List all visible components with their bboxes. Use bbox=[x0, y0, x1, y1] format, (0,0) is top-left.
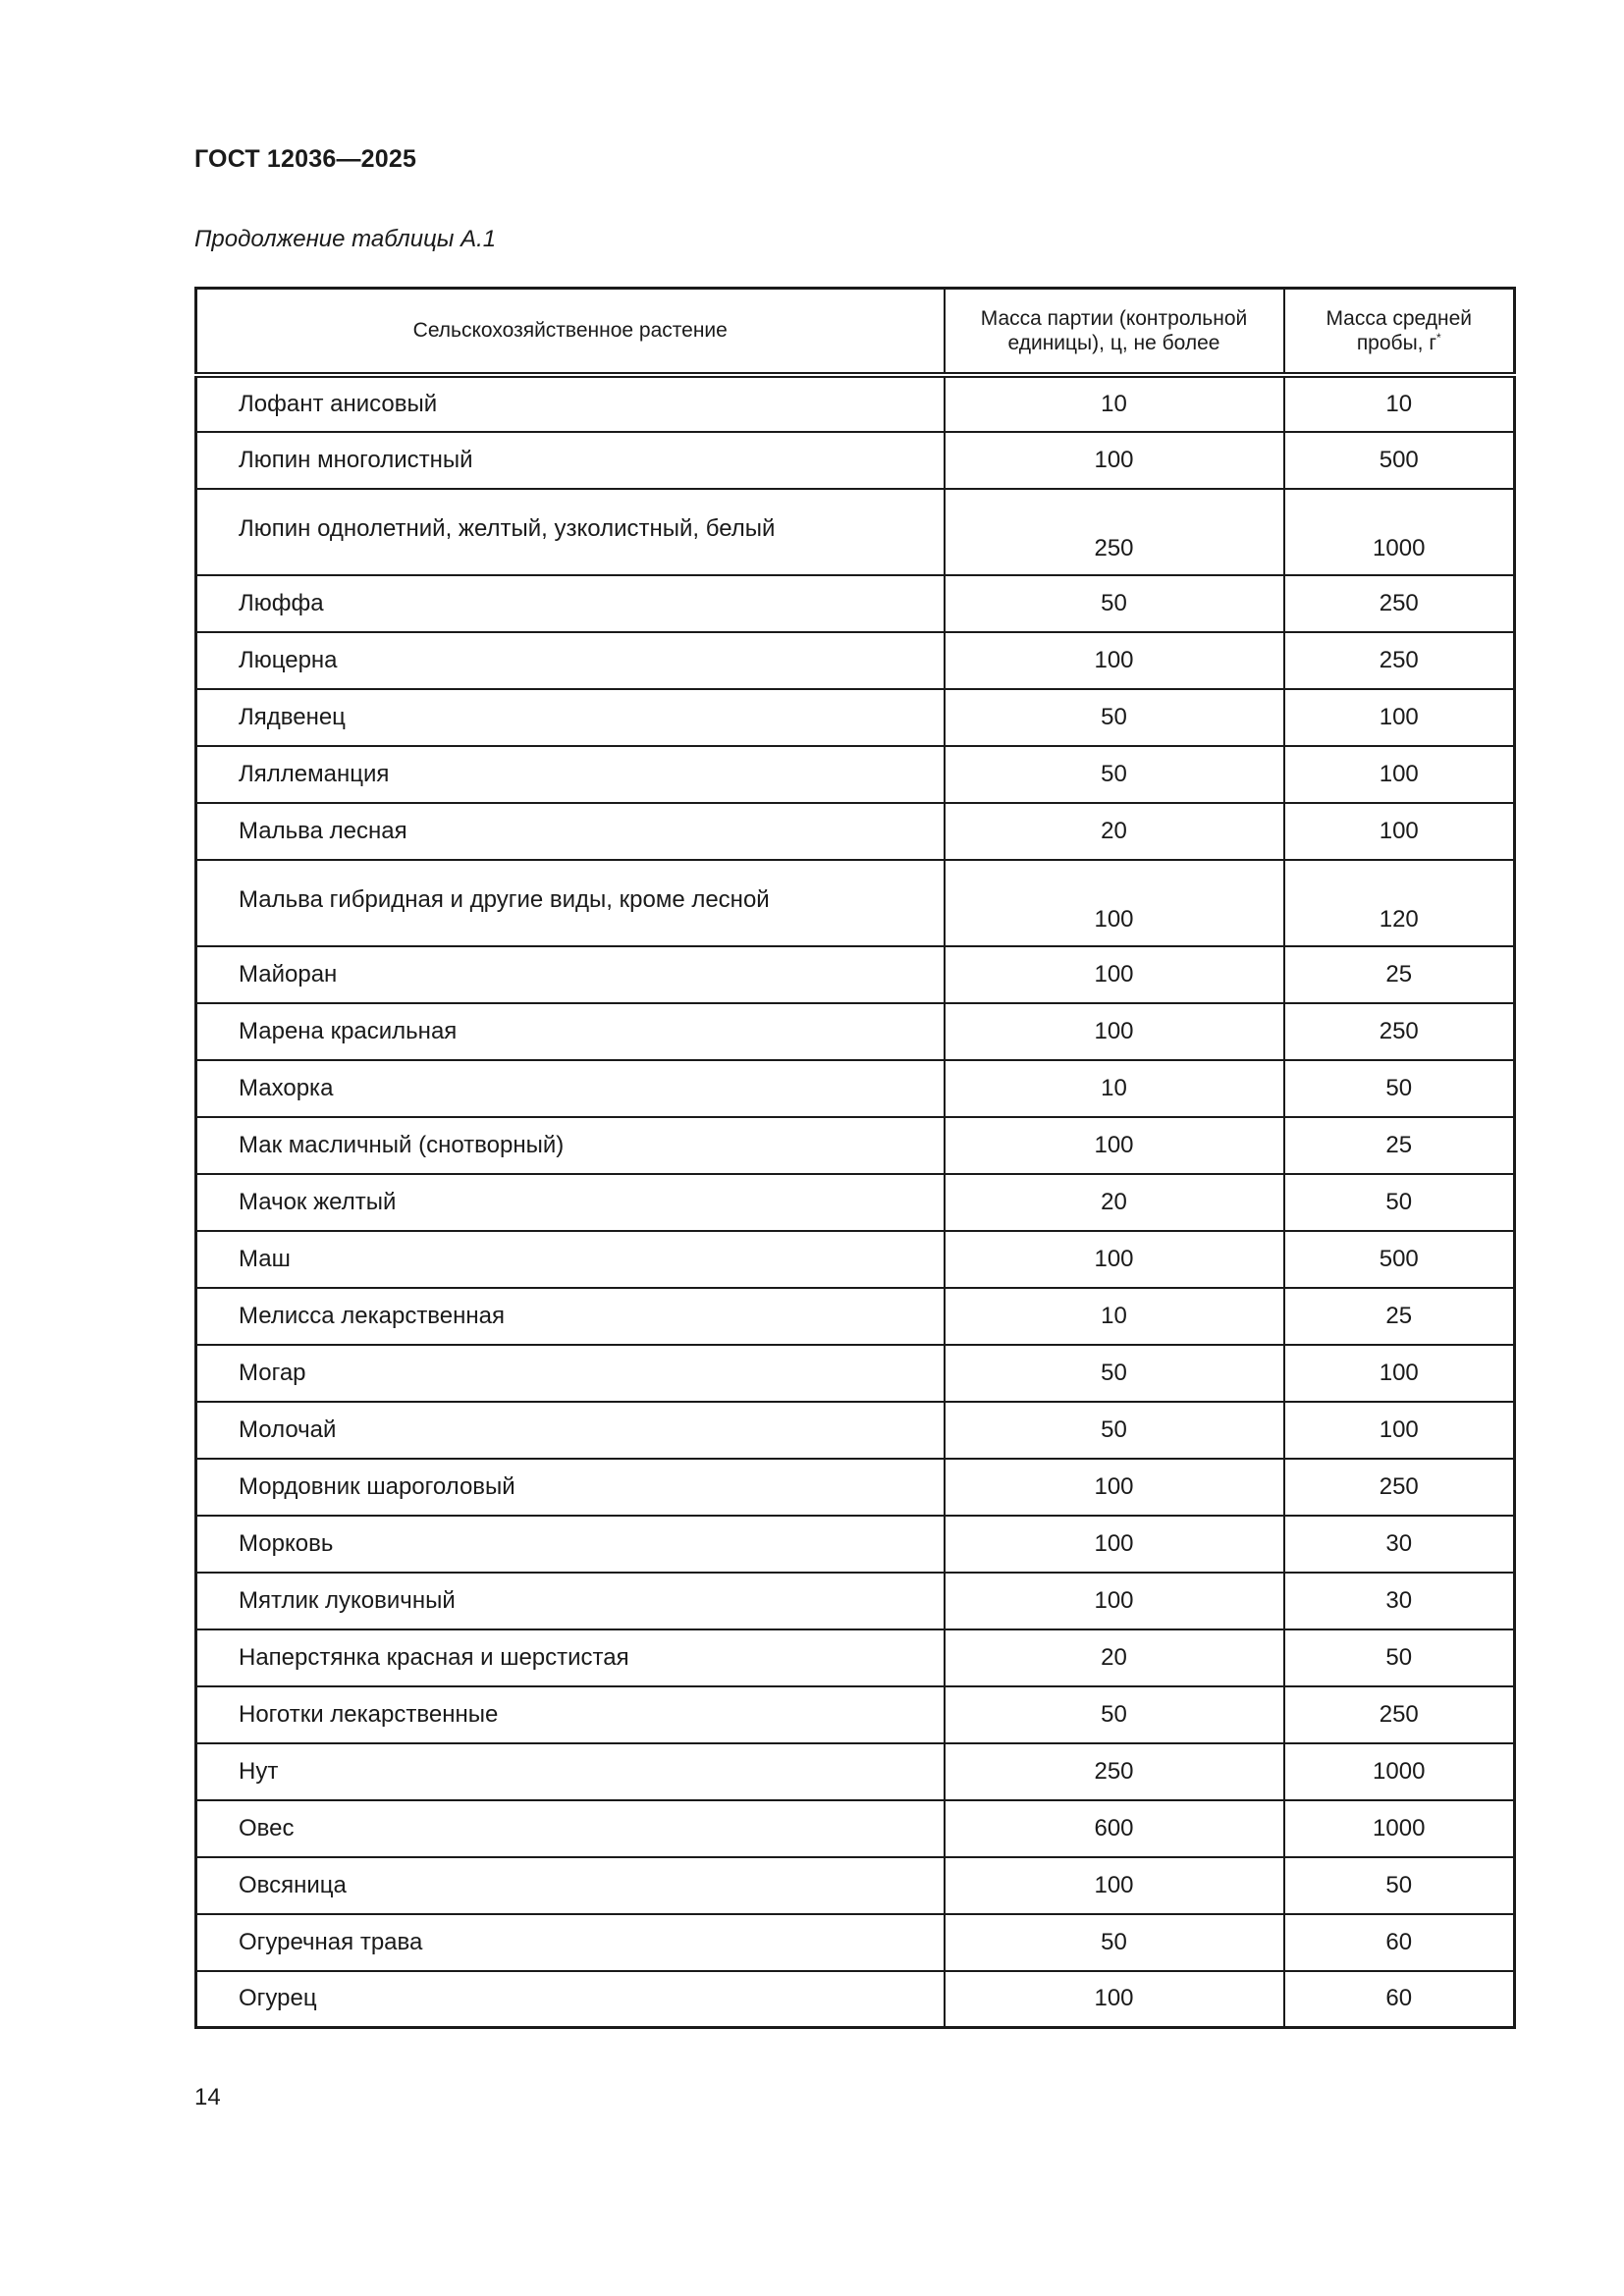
sample-mass-cell: 25 bbox=[1284, 1288, 1515, 1345]
lot-mass-cell: 100 bbox=[945, 860, 1284, 946]
table-row bbox=[196, 1573, 1515, 1629]
table-row bbox=[196, 1800, 1515, 1857]
lot-mass-cell: 10 bbox=[945, 1060, 1284, 1117]
plant-name-cell: Марена красильная bbox=[196, 1003, 945, 1060]
table-row bbox=[196, 1174, 1515, 1231]
lot-mass-cell: 100 bbox=[945, 1516, 1284, 1573]
lot-mass-cell: 20 bbox=[945, 1629, 1284, 1686]
sample-mass-cell: 50 bbox=[1284, 1174, 1515, 1231]
lot-mass-cell: 100 bbox=[945, 946, 1284, 1003]
document-code: ГОСТ 12036—2025 bbox=[194, 145, 417, 173]
lot-mass-cell: 100 bbox=[945, 632, 1284, 689]
plant-name-cell: Могар bbox=[196, 1345, 945, 1402]
lot-mass-cell: 50 bbox=[945, 1345, 1284, 1402]
lot-mass-cell: 20 bbox=[945, 1174, 1284, 1231]
plant-name-cell: Люпин многолистный bbox=[196, 432, 945, 489]
table-row bbox=[196, 1629, 1515, 1686]
lot-mass-cell: 100 bbox=[945, 1231, 1284, 1288]
lot-mass-cell: 100 bbox=[945, 1971, 1284, 2028]
lot-mass-cell: 250 bbox=[945, 1743, 1284, 1800]
table-row bbox=[196, 860, 1515, 946]
table-row bbox=[196, 1345, 1515, 1402]
lot-mass-cell: 50 bbox=[945, 1686, 1284, 1743]
plant-name-cell: Люпин однолетний, желтый, узколистный, белый bbox=[196, 489, 945, 575]
lot-mass-cell: 50 bbox=[945, 1914, 1284, 1971]
sample-mass-cell: 250 bbox=[1284, 1459, 1515, 1516]
table-row bbox=[196, 1857, 1515, 1914]
plant-name-cell: Маш bbox=[196, 1231, 945, 1288]
sample-mass-cell: 25 bbox=[1284, 946, 1515, 1003]
sample-mass-cell: 25 bbox=[1284, 1117, 1515, 1174]
plant-name-cell: Мелисса лекарственная bbox=[196, 1288, 945, 1345]
table-row bbox=[196, 803, 1515, 860]
footnote-mark: * bbox=[1436, 330, 1441, 345]
table-row bbox=[196, 432, 1515, 489]
sample-mass-cell: 120 bbox=[1284, 860, 1515, 946]
sample-mass-cell: 1000 bbox=[1284, 1743, 1515, 1800]
sample-mass-cell: 100 bbox=[1284, 1345, 1515, 1402]
sample-mass-cell: 100 bbox=[1284, 803, 1515, 860]
table-row bbox=[196, 1914, 1515, 1971]
lot-mass-cell: 100 bbox=[945, 432, 1284, 489]
plant-name-cell: Люффа bbox=[196, 575, 945, 632]
table-row bbox=[196, 1402, 1515, 1459]
plant-name-cell: Молочай bbox=[196, 1402, 945, 1459]
plant-name-cell: Мордовник шароголовый bbox=[196, 1459, 945, 1516]
lot-mass-cell: 100 bbox=[945, 1117, 1284, 1174]
lot-mass-cell: 100 bbox=[945, 1857, 1284, 1914]
sample-mass-cell: 250 bbox=[1284, 1003, 1515, 1060]
table-row bbox=[196, 946, 1515, 1003]
table-caption: Продолжение таблицы А.1 bbox=[194, 226, 497, 252]
sampling-table bbox=[194, 287, 1516, 2029]
sample-mass-cell: 50 bbox=[1284, 1629, 1515, 1686]
plant-name-cell: Морковь bbox=[196, 1516, 945, 1573]
lot-mass-cell: 250 bbox=[945, 489, 1284, 575]
column-header-sample-mass-text: Масса средней пробы, г bbox=[1326, 306, 1473, 354]
plant-name-cell: Огуречная трава bbox=[196, 1914, 945, 1971]
table-row bbox=[196, 689, 1515, 746]
table-row bbox=[196, 375, 1515, 432]
table-row bbox=[196, 1686, 1515, 1743]
plant-name-cell: Мачок желтый bbox=[196, 1174, 945, 1231]
plant-name-cell: Мальва лесная bbox=[196, 803, 945, 860]
plant-name-cell: Лофант анисовый bbox=[196, 375, 945, 432]
table-header-row bbox=[196, 289, 1515, 375]
plant-name-cell: Махорка bbox=[196, 1060, 945, 1117]
plant-name-cell: Ляллеманция bbox=[196, 746, 945, 803]
lot-mass-cell: 50 bbox=[945, 1402, 1284, 1459]
table-row bbox=[196, 1971, 1515, 2028]
table-row bbox=[196, 575, 1515, 632]
plant-name-cell: Люцерна bbox=[196, 632, 945, 689]
plant-name-cell: Огурец bbox=[196, 1971, 945, 2028]
table-row bbox=[196, 632, 1515, 689]
page-number: 14 bbox=[194, 2084, 221, 2110]
sample-mass-cell: 250 bbox=[1284, 632, 1515, 689]
sample-mass-cell: 100 bbox=[1284, 1402, 1515, 1459]
sample-mass-cell: 250 bbox=[1284, 575, 1515, 632]
lot-mass-cell: 100 bbox=[945, 1459, 1284, 1516]
table-row bbox=[196, 1003, 1515, 1060]
sample-mass-cell: 30 bbox=[1284, 1573, 1515, 1629]
lot-mass-cell: 50 bbox=[945, 746, 1284, 803]
plant-name-cell: Овсяница bbox=[196, 1857, 945, 1914]
lot-mass-cell: 10 bbox=[945, 375, 1284, 432]
table-row bbox=[196, 1743, 1515, 1800]
lot-mass-cell: 100 bbox=[945, 1003, 1284, 1060]
sample-mass-cell: 100 bbox=[1284, 689, 1515, 746]
table-row bbox=[196, 1516, 1515, 1573]
sample-mass-cell: 250 bbox=[1284, 1686, 1515, 1743]
plant-name-cell: Наперстянка красная и шерстистая bbox=[196, 1629, 945, 1686]
table-row bbox=[196, 1459, 1515, 1516]
table-row bbox=[196, 489, 1515, 575]
table-row bbox=[196, 1288, 1515, 1345]
sample-mass-cell: 50 bbox=[1284, 1060, 1515, 1117]
sample-mass-cell: 60 bbox=[1284, 1971, 1515, 2028]
table-body bbox=[196, 375, 1515, 2028]
sample-mass-cell: 10 bbox=[1284, 375, 1515, 432]
plant-name-cell: Мальва гибридная и другие виды, кроме лесной bbox=[196, 860, 945, 946]
table-row bbox=[196, 1231, 1515, 1288]
plant-name-cell: Мак масличный (снотворный) bbox=[196, 1117, 945, 1174]
column-header-lot-mass: Масса партии (контрольной единицы), ц, не более bbox=[945, 289, 1284, 375]
plant-name-cell: Лядвенец bbox=[196, 689, 945, 746]
lot-mass-cell: 50 bbox=[945, 689, 1284, 746]
sample-mass-cell: 30 bbox=[1284, 1516, 1515, 1573]
table-row bbox=[196, 1060, 1515, 1117]
plant-name-cell: Ноготки лекарственные bbox=[196, 1686, 945, 1743]
plant-name-cell: Майоран bbox=[196, 946, 945, 1003]
table-row bbox=[196, 1117, 1515, 1174]
sample-mass-cell: 50 bbox=[1284, 1857, 1515, 1914]
plant-name-cell: Нут bbox=[196, 1743, 945, 1800]
lot-mass-cell: 10 bbox=[945, 1288, 1284, 1345]
sample-mass-cell: 500 bbox=[1284, 1231, 1515, 1288]
sample-mass-cell: 1000 bbox=[1284, 489, 1515, 575]
sample-mass-cell: 500 bbox=[1284, 432, 1515, 489]
sample-mass-cell: 1000 bbox=[1284, 1800, 1515, 1857]
column-header-plant: Сельскохозяйственное растение bbox=[196, 289, 945, 375]
lot-mass-cell: 50 bbox=[945, 575, 1284, 632]
sample-mass-cell: 60 bbox=[1284, 1914, 1515, 1971]
sample-mass-cell: 100 bbox=[1284, 746, 1515, 803]
table-row bbox=[196, 746, 1515, 803]
column-header-sample-mass bbox=[1284, 289, 1515, 375]
lot-mass-cell: 100 bbox=[945, 1573, 1284, 1629]
plant-name-cell: Мятлик луковичный bbox=[196, 1573, 945, 1629]
lot-mass-cell: 20 bbox=[945, 803, 1284, 860]
lot-mass-cell: 600 bbox=[945, 1800, 1284, 1857]
plant-name-cell: Овес bbox=[196, 1800, 945, 1857]
